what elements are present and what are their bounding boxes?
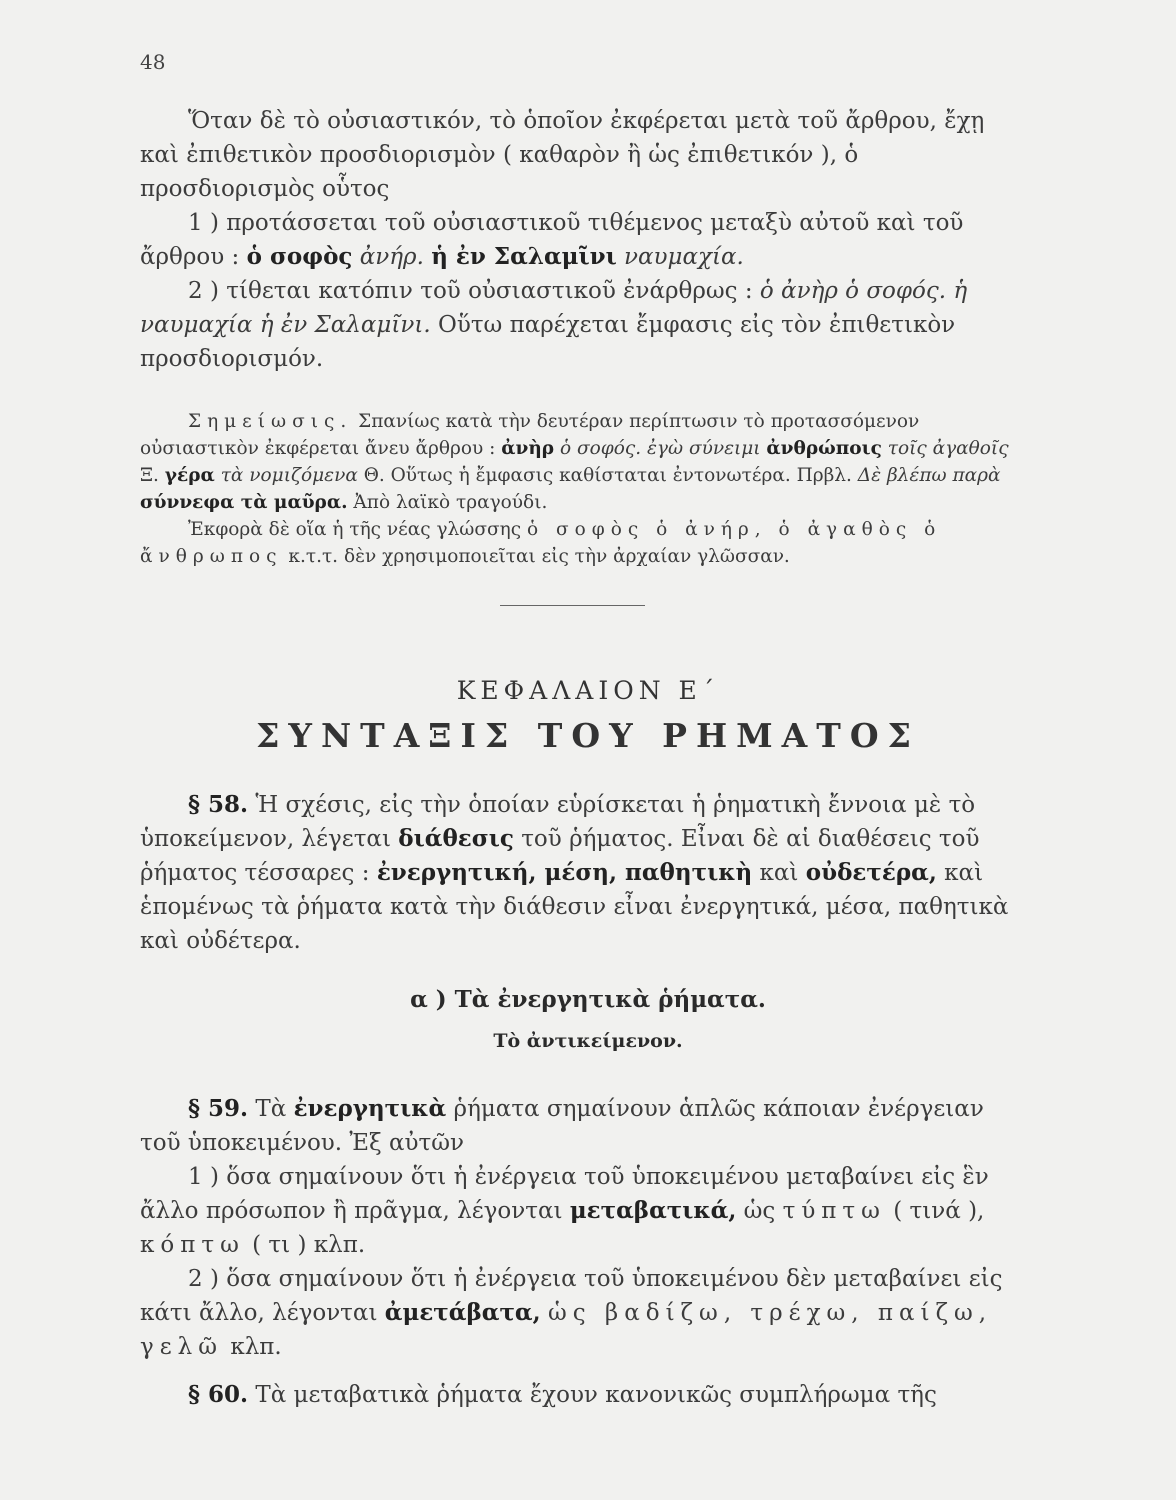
section-divider xyxy=(500,605,645,606)
section-number: § 58. xyxy=(188,791,249,818)
note-block xyxy=(140,408,1020,570)
section-60: § 60. Τὰ μεταβατικὰ ῥήματα ἔχουν κανονικῶς συμπλήρωμα τῆς xyxy=(188,1381,937,1408)
page-number: 48 xyxy=(140,50,166,74)
verb-item-2: 2 ) ὅσα σημαίνουν ὅτι ἡ ἐνέργεια τοῦ ὑποκειμένου δὲν μεταβαίνει εἰς κάτι ἄλλο, λέγονται ἀμετάβατα, ὡς βαδίζω, τρέχω, παίζω, γελῶ κλπ. xyxy=(140,1266,1003,1360)
note-paragraph-2: Ἐκφορὰ δὲ οἵα ἡ τῆς νέας γλώσσης ὁ σοφὸς ὁ ἀνήρ, ὁ ἀγαθὸς ὁ ἄνθρωπος κ.τ.τ. δὲν χρησιμοποιεῖται εἰς τὴν ἀρχαίαν γλῶσσαν. xyxy=(140,519,942,567)
section-number: § 59. xyxy=(188,1095,249,1122)
chapter-label: ΚΕΦΑΛΑΙΟΝ Ε΄ xyxy=(456,676,720,705)
section-58: § 58. Ἡ σχέσις, εἰς τὴν ὁποίαν εὑρίσκεται ἡ ῥηματικὴ ἔννοια μὲ τὸ ὑποκείμενον, λέγεται διάθεσις τοῦ ῥήματος. Εἶναι δὲ αἱ διαθέσεις τοῦ ῥήματος τέσσαρες : ἐνεργητική, μέση, παθητικὴ καὶ οὐδετέρα, καὶ ἑπομένως τὰ ῥήματα κατὰ τὴν διάθεσιν εἶναι ἐνεργητικά, μέσα, παθητικὰ καὶ οὐδέτερα. xyxy=(140,791,1009,954)
section-59: § 59. Τὰ ἐνεργητικὰ ῥήματα σημαίνουν ἁπλῶς κάποιαν ἐνέργειαν τοῦ ὑποκειμένου. Ἐξ αὐτῶν 1 ) ὅσα σημαίνουν ὅτι ἡ ἐνέργεια τοῦ ὑποκειμένου μεταβαίνει εἰς ἓν ἄλλο πρόσωπον ἢ πρᾶγμα, λέγονται μεταβατικά, ὡς τύπτω ( τινά ), κόπτω ( τι ) κλπ. 2 ) ὅσα σημαίνουν ὅτι ἡ ἐνέργεια τοῦ ὑποκειμένου δὲν μεταβαίνει εἰς κάτι ἄλλο, λέγονται ἀμετάβατα, ὡς βαδίζω, τρέχω, παίζω, γελῶ κλπ. xyxy=(140,1092,1020,1364)
subheading-object: Τὸ ἀντικείμενον. xyxy=(493,1030,683,1052)
rule-item-2: 2 ) τίθεται κατόπιν τοῦ οὐσιαστικοῦ ἐνάρθρως : ὁ ἀνὴρ ὁ σοφός. ἡ ναυμαχία ἡ ἐν Σαλαμῖνι. Οὕτω παρέχεται ἔμφασις εἰς τὸν ἐπιθετικὸν προσδιορισμόν. xyxy=(140,278,968,372)
paragraph-attributive xyxy=(140,104,1020,376)
section-number: § 60. xyxy=(188,1381,249,1408)
rule-item-1: 1 ) προτάσσεται τοῦ οὐσιαστικοῦ τιθέμενος μεταξὺ αὐτοῦ καὶ τοῦ ἄρθρου : ὁ σοφὸς ἀνήρ. ἡ ἐν Σαλαμῖνι ναυμαχία. xyxy=(140,210,964,270)
verb-item-1: 1 ) ὅσα σημαίνουν ὅτι ἡ ἐνέργεια τοῦ ὑποκειμένου μεταβαίνει εἰς ἓν ἄλλο πρόσωπον ἢ πρᾶγμα, λέγονται μεταβατικά, ὡς τύπτω ( τινά ), κόπτω ( τι ) κλπ. xyxy=(140,1164,989,1258)
note-label: Σημείωσις. xyxy=(188,411,353,432)
note-paragraph: Σημείωσις. Σπανίως κατὰ τὴν δευτέραν περίπτωσιν τὸ προτασσόμενον οὐσιαστικὸν ἐκφέρεται ἄνευ ἄρθρου : ἀνὴρ ὁ σοφός. ἐγὼ σύνειμι ἀνθρώποις τοῖς ἀγαθοῖς Ξ. γέρα τὰ νομιζόμενα Θ. Οὕτως ἡ ἔμφασις καθίσταται ἐντονωτέρα. Πρβλ. Δὲ βλέπω παρὰ σύννεφα τὰ μαῦρα. Ἀπὸ λαϊκὸ τραγούδι. xyxy=(140,411,1009,513)
chapter-title: ΣΥΝΤΑΞΙΣ ΤΟΥ ΡΗΜΑΤΟΣ xyxy=(256,716,920,755)
subheading-active-verbs: α ) Τὰ ἐνεργητικὰ ῥήματα. xyxy=(410,986,766,1013)
intro-text: Ὅταν δὲ τὸ οὐσιαστικόν, τὸ ὁποῖον ἐκφέρεται μετὰ τοῦ ἄρθρου, ἔχῃ καὶ ἐπιθετικὸν προσδιορισμὸν ( καθαρὸν ἢ ὡς ἐπιθετικόν ), ὁ προσδιορισμὸς οὗτος xyxy=(140,108,985,202)
